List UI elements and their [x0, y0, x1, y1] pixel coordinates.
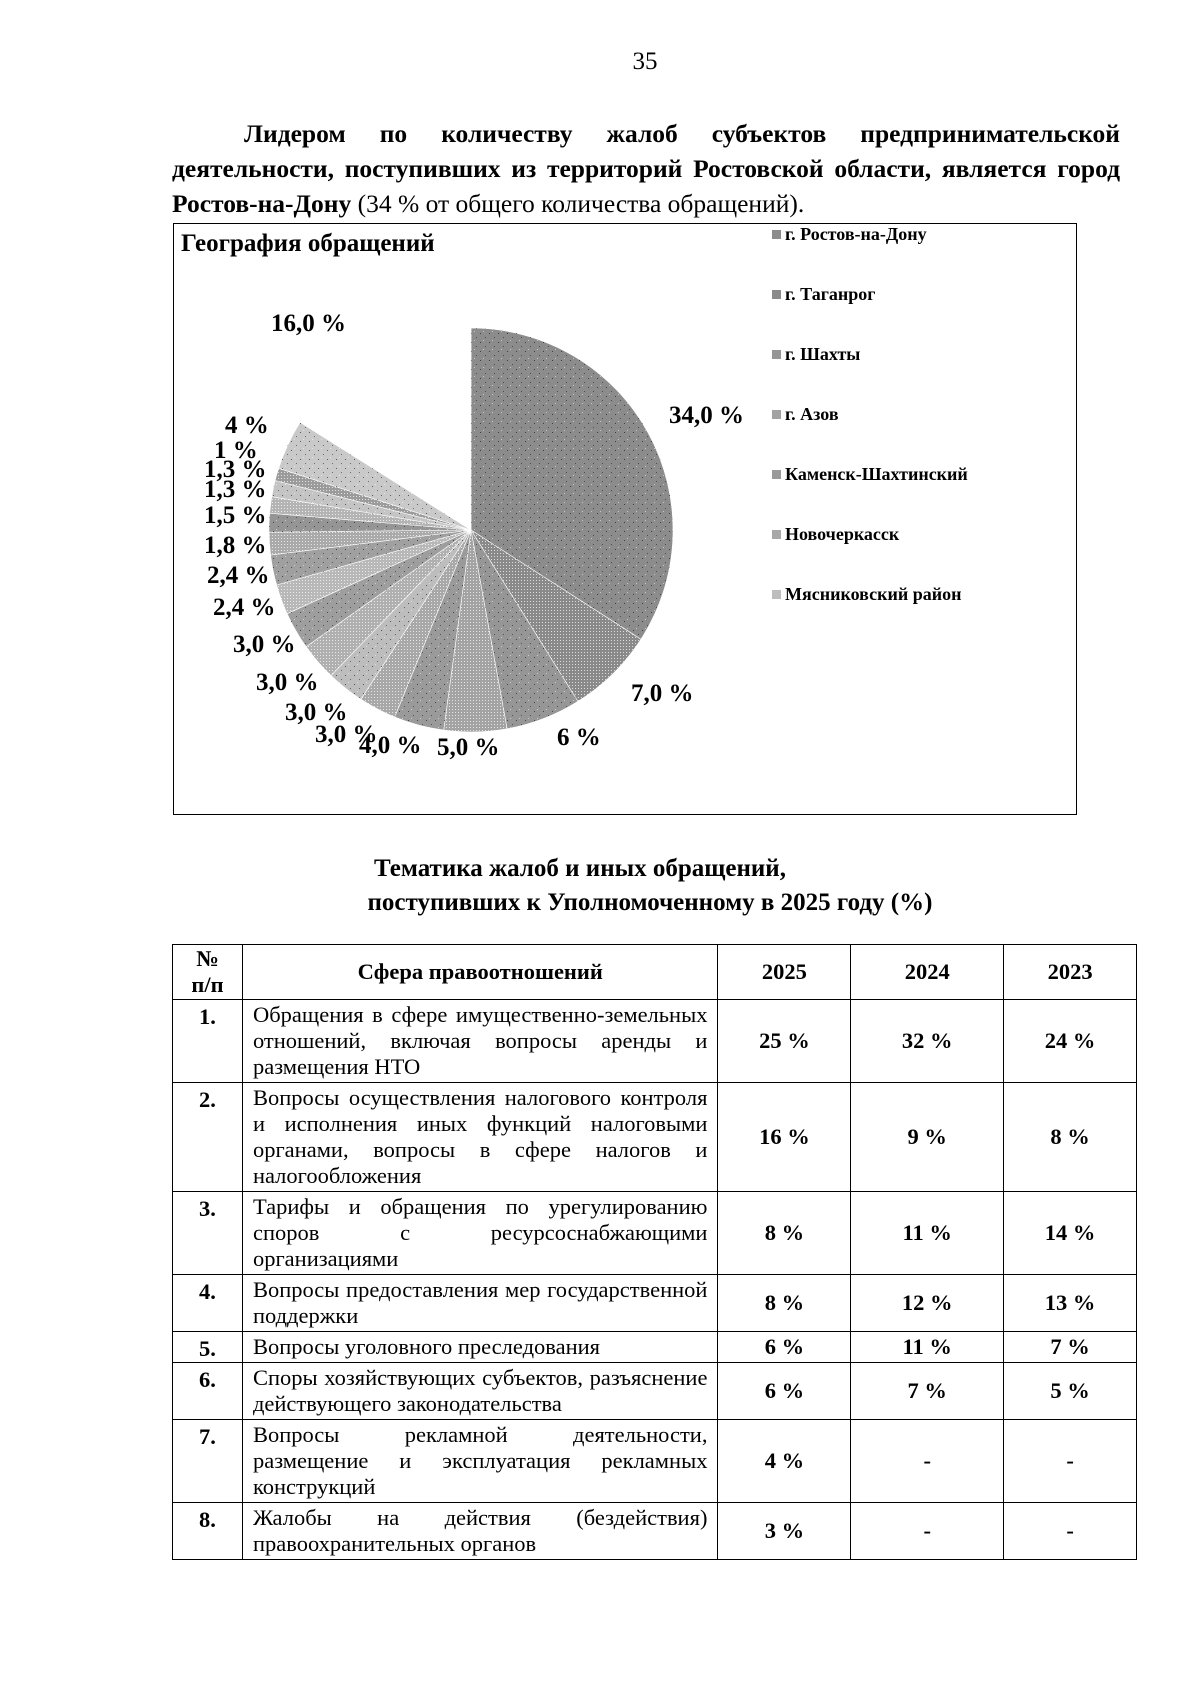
table-row — [173, 1192, 1137, 1275]
table-row — [173, 1363, 1137, 1420]
legend-label: Каменск-Шахтинский — [785, 464, 968, 484]
row-number: 5. — [173, 1332, 243, 1363]
header-2023: 2023 — [1004, 945, 1137, 1000]
pie-data-label: 1,8 % — [204, 532, 267, 559]
row-sphere: Вопросы уголовного преследования — [242, 1332, 718, 1363]
chart-title: География обращений — [181, 230, 435, 257]
row-sphere: Вопросы рекламной деятельности, размещение и эксплуатация рекламных конструкций — [242, 1420, 718, 1503]
legend-item — [772, 284, 875, 305]
row-number: 8. — [173, 1503, 243, 1560]
table-title — [0, 852, 1200, 920]
table-title-line-2: поступивших к Уполномоченному в 2025 году (%) — [367, 889, 933, 916]
table-row — [173, 1083, 1137, 1192]
pie-data-label: 3,0 % — [233, 631, 296, 658]
legend-item — [772, 344, 860, 365]
pie-data-label: 16,0 % — [271, 310, 346, 337]
row-value-2024: - — [851, 1420, 1004, 1503]
row-value-2025: 6 % — [718, 1332, 851, 1363]
row-value-2025: 8 % — [718, 1192, 851, 1275]
legend-swatch — [772, 410, 781, 419]
pie-data-label: 1,3 % — [204, 456, 267, 483]
row-value-2024: 11 % — [851, 1192, 1004, 1275]
row-number: 4. — [173, 1275, 243, 1332]
legend-swatch — [772, 530, 781, 539]
header-num: № п/п — [173, 945, 243, 1000]
pie-chart — [173, 223, 1077, 815]
table-row — [173, 1332, 1137, 1363]
legend-label: г. Шахты — [785, 344, 861, 364]
intro-normal-text: (34 % от общего количества обращений). — [351, 189, 805, 218]
row-value-2023: 7 % — [1004, 1332, 1137, 1363]
row-value-2025: 6 % — [718, 1363, 851, 1420]
intro-paragraph — [172, 116, 1120, 221]
complaints-table — [172, 944, 1137, 1560]
legend-swatch — [772, 470, 781, 479]
row-value-2023: 8 % — [1004, 1083, 1137, 1192]
pie-data-label: 4 % — [225, 412, 269, 439]
legend-item — [772, 524, 899, 545]
row-sphere: Жалобы на действия (бездействия) правоохранительных органов — [242, 1503, 718, 1560]
legend-swatch — [772, 230, 781, 239]
table-row — [173, 1420, 1137, 1503]
table-row — [173, 1503, 1137, 1560]
row-value-2025: 25 % — [718, 1000, 851, 1083]
legend-item — [772, 464, 968, 485]
row-value-2024: 12 % — [851, 1275, 1004, 1332]
row-value-2025: 4 % — [718, 1420, 851, 1503]
row-sphere: Обращения в сфере имущественно-земельных отношений, включая вопросы аренды и размещения НТО — [242, 1000, 718, 1083]
row-value-2024: 7 % — [851, 1363, 1004, 1420]
header-2024: 2024 — [851, 945, 1004, 1000]
pie-data-label: 34,0 % — [669, 402, 744, 429]
pie-data-label: 2,4 % — [207, 562, 270, 589]
row-value-2023: 24 % — [1004, 1000, 1137, 1083]
legend-swatch — [772, 350, 781, 359]
row-number: 1. — [173, 1000, 243, 1083]
row-value-2024: - — [851, 1503, 1004, 1560]
pie-data-label: 3,0 % — [315, 721, 378, 748]
row-value-2023: 13 % — [1004, 1275, 1137, 1332]
row-number: 6. — [173, 1363, 243, 1420]
row-value-2025: 8 % — [718, 1275, 851, 1332]
legend-label: г. Таганрог — [785, 284, 876, 304]
intro-bold-text: Лидером по количеству жалоб субъектов предпринимательской деятельности, поступивших из территорий Ростовской области, является город Ростов-на-Дону — [172, 119, 1120, 218]
row-number: 7. — [173, 1420, 243, 1503]
page-number: 35 — [632, 48, 658, 75]
pie-data-label: 1 % — [214, 437, 258, 464]
table-header-row — [173, 945, 1137, 1000]
table-row — [173, 1275, 1137, 1332]
pie-data-label: 1,3 % — [204, 476, 267, 503]
row-value-2024: 11 % — [851, 1332, 1004, 1363]
legend-item — [772, 404, 839, 425]
pie-data-label: 1,5 % — [204, 502, 267, 529]
legend-label: Новочеркасск — [785, 524, 900, 544]
legend-label: Мясниковский район — [785, 584, 962, 604]
header-2025: 2025 — [718, 945, 851, 1000]
row-value-2025: 16 % — [718, 1083, 851, 1192]
row-value-2024: 9 % — [851, 1083, 1004, 1192]
header-sphere: Сфера правоотношений — [242, 945, 718, 1000]
pie-data-label: 7,0 % — [631, 680, 694, 707]
row-value-2025: 3 % — [718, 1503, 851, 1560]
legend-swatch — [772, 590, 781, 599]
row-number: 2. — [173, 1083, 243, 1192]
table-row — [173, 1000, 1137, 1083]
row-value-2023: 5 % — [1004, 1363, 1137, 1420]
legend-item — [772, 224, 927, 245]
legend-label: г. Ростов-на-Дону — [785, 224, 927, 244]
pie-data-label: 5,0 % — [437, 734, 500, 761]
pie-data-label: 6 % — [557, 724, 601, 751]
pie-data-label: 3,0 % — [285, 699, 348, 726]
legend-label: г. Азов — [785, 404, 839, 424]
row-number: 3. — [173, 1192, 243, 1275]
table-title-line-1: Тематика жалоб и иных обращений, — [374, 855, 786, 882]
row-value-2024: 32 % — [851, 1000, 1004, 1083]
pie-data-label: 4,0 % — [359, 732, 422, 759]
row-value-2023: 14 % — [1004, 1192, 1137, 1275]
row-sphere: Вопросы предоставления мер государственной поддержки — [242, 1275, 718, 1332]
pie-data-label: 2,4 % — [213, 594, 276, 621]
row-sphere: Тарифы и обращения по урегулированию споров с ресурсоснабжающими организациями — [242, 1192, 718, 1275]
row-sphere: Вопросы осуществления налогового контроля и исполнения иных функций налоговыми органами, вопросы в сфере налогов и налогообложения — [242, 1083, 718, 1192]
legend-item — [772, 584, 961, 605]
row-sphere: Споры хозяйствующих субъектов, разъяснение действующего законодательства — [242, 1363, 718, 1420]
row-value-2023: - — [1004, 1420, 1137, 1503]
pie-data-label: 3,0 % — [256, 669, 319, 696]
legend-swatch — [772, 290, 781, 299]
row-value-2023: - — [1004, 1503, 1137, 1560]
